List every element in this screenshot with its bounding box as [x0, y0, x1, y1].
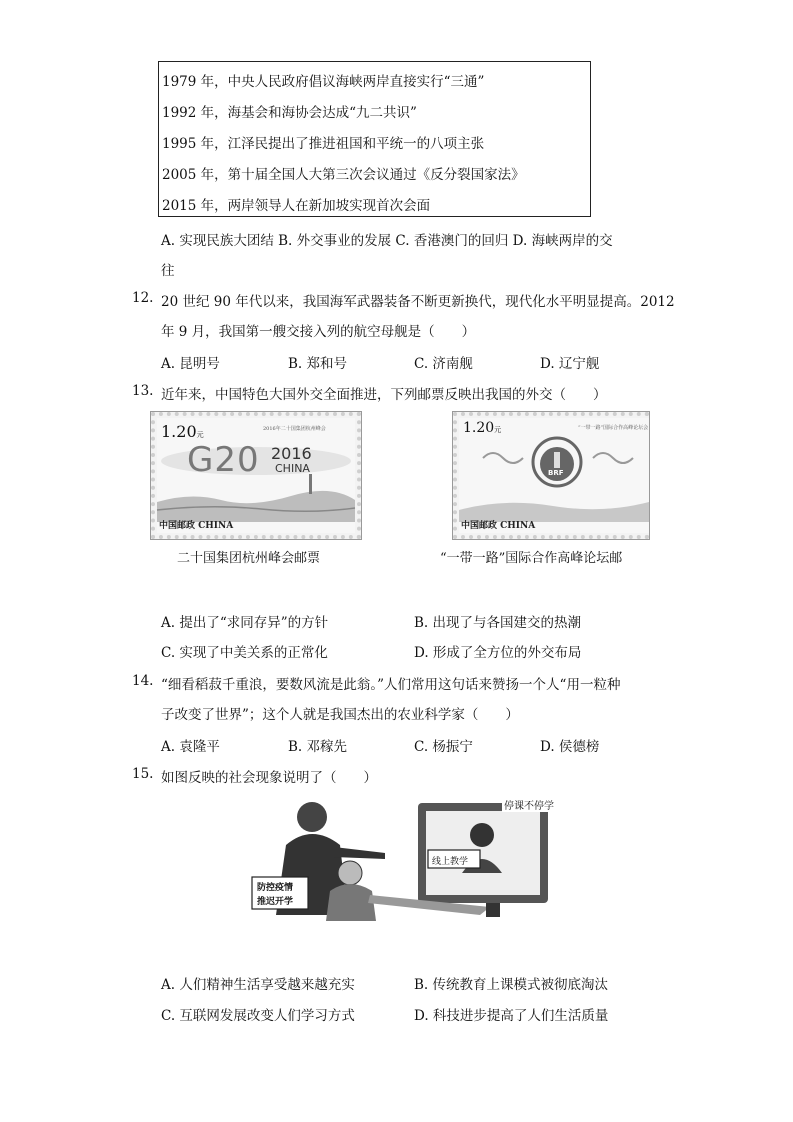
stamp-post-label: 中国邮政 CHINA	[461, 521, 536, 531]
timeline-line: 2005 年，第十届全国人大第三次会议通过《反分裂国家法》	[162, 167, 525, 183]
stamp-post-label: 中国邮政 CHINA	[159, 521, 234, 531]
q13-option-c: C. 实现了中美关系的正常化	[161, 645, 328, 661]
stamp-price-unit: 元	[494, 426, 502, 434]
g20-logo-year: 2016	[271, 444, 312, 463]
timeline-box	[158, 61, 591, 217]
timeline-line: 1995 年，江泽民提出了推进祖国和平统一的八项主张	[162, 136, 485, 152]
q11-options: A. 实现民族大团结 B. 外交事业的发展 C. 香港澳门的回归 D. 海峡两岸的交	[161, 233, 613, 249]
q12-option-c: C. 济南舰	[414, 356, 473, 372]
g20-logo: G20	[187, 440, 260, 480]
g20-stamp	[150, 411, 362, 540]
cartoon-screen-sign: 线上教学	[432, 857, 469, 867]
q14-option-c: C. 杨振宁	[414, 739, 473, 755]
q13-stem: 近年来，中国特色大国外交全面推进，下列邮票反映出我国的外交（ ）	[161, 387, 607, 403]
brf-logo: BRF	[548, 469, 564, 477]
timeline-line: 1979 年，中央人民政府倡议海峡两岸直接实行“三通”	[162, 74, 485, 90]
cartoon-banner: 停课不停学	[502, 797, 556, 812]
stamp-small-text: 2016年二十国集团杭州峰会	[263, 426, 326, 432]
cartoon-art	[250, 795, 560, 930]
q14-option-a: A. 袁隆平	[161, 739, 220, 755]
q13-option-d: D. 形成了全方位的外交布局	[414, 645, 582, 661]
q11-options-wrap: 往	[161, 263, 175, 279]
question-number: 14.	[132, 673, 154, 689]
cartoon-placard-line1: 防控疫情	[257, 883, 294, 893]
timeline-line: 2015 年，两岸领导人在新加坡实现首次会面	[162, 198, 431, 214]
timeline-line: 1992 年，海基会和海协会达成“九二共识”	[162, 105, 417, 121]
q13-option-a: A. 提出了“求同存异”的方针	[161, 615, 329, 631]
q12-stem: 年 9 月，我国第一艘交接入列的航空母舰是（ ）	[161, 324, 476, 340]
stamp-caption: 二十国集团杭州峰会邮票	[177, 551, 321, 566]
question-number: 12.	[132, 290, 154, 306]
stamp-price: 1.20	[161, 422, 197, 441]
q14-option-b: B. 邓稼先	[288, 739, 348, 755]
stamp-price: 1.20	[463, 420, 495, 436]
q15-stem: 如图反映的社会现象说明了（ ）	[161, 770, 377, 786]
q15-option-a: A. 人们精神生活享受越来越充实	[161, 977, 355, 993]
online-learning-cartoon	[250, 795, 560, 930]
q14-stem: “细看稻菽千重浪，要数风流是此翁。”人们常用这句话来赞扬一个人“用一粒种	[161, 677, 621, 693]
q14-option-d: D. 侯德榜	[540, 739, 600, 755]
q15-option-d: D. 科技进步提高了人们生活质量	[414, 1008, 609, 1024]
q15-option-b: B. 传统教育上课模式被彻底淘汰	[414, 977, 609, 993]
q12-option-d: D. 辽宁舰	[540, 356, 600, 372]
q13-option-b: B. 出现了与各国建交的热潮	[414, 615, 582, 631]
q12-option-a: A. 昆明号	[161, 356, 220, 372]
g20-logo-country: CHINA	[275, 462, 310, 475]
question-number: 15.	[132, 766, 154, 782]
q14-stem: 子改变了世界”；这个人就是我国杰出的农业科学家（ ）	[161, 707, 519, 723]
stamp-caption: “一带一路”国际合作高峰论坛邮	[440, 551, 623, 566]
question-number: 13.	[132, 383, 154, 399]
cartoon-placard-line2: 推迟开学	[257, 897, 294, 907]
brf-stamp	[452, 411, 650, 540]
q12-stem: 20 世纪 90 年代以来，我国海军武器装备不断更新换代，现代化水平明显提高。2012	[161, 294, 675, 310]
q15-option-c: C. 互联网发展改变人们学习方式	[161, 1008, 355, 1024]
stamp-small-text: “一带一路”国际合作高峰论坛会	[578, 425, 649, 431]
q12-option-b: B. 郑和号	[288, 356, 348, 372]
stamp-price-unit: 元	[196, 431, 204, 439]
